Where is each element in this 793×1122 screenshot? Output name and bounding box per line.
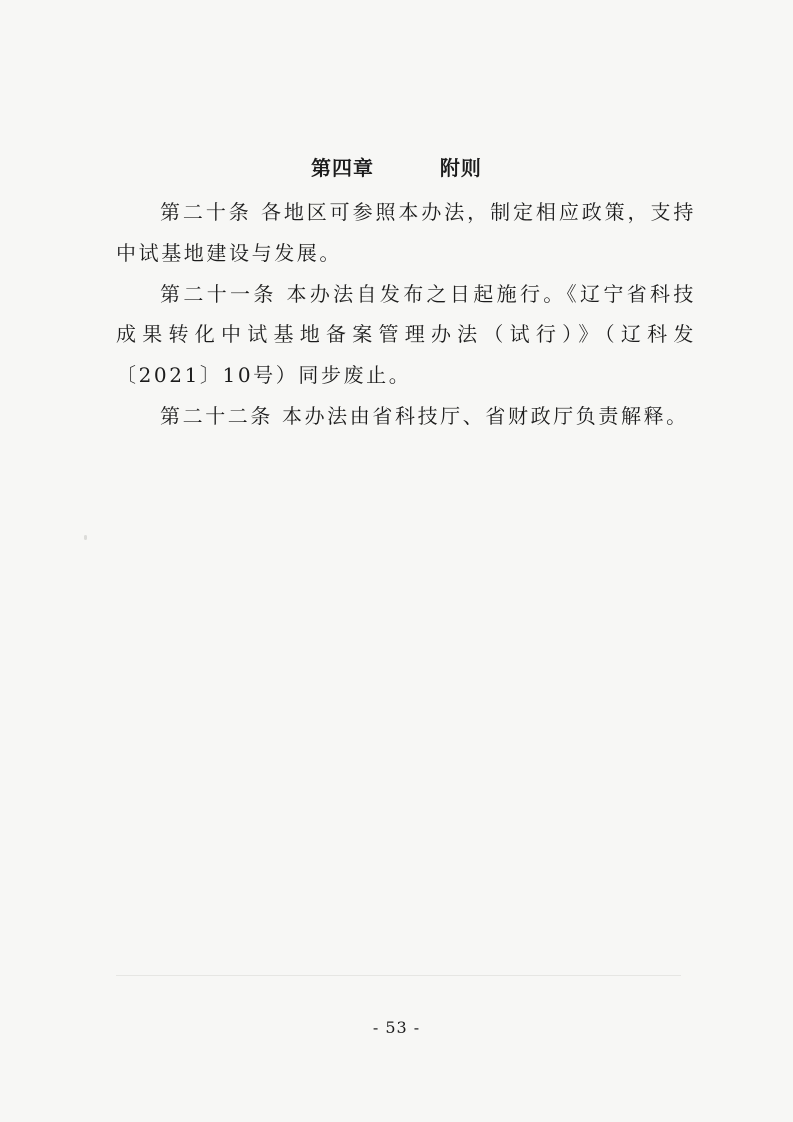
document-body <box>116 192 696 437</box>
article-number: 第二十二条 <box>160 403 273 428</box>
article-text: 本办法自发布之日起施行。《辽宁省科技成果转化中试基地备案管理办法（试行）》（辽科发〔2021〕10号）同步废止。 <box>116 281 696 388</box>
article-paragraph <box>116 192 696 274</box>
chapter-title: 第四章 附则 <box>311 156 482 180</box>
article-paragraph <box>116 274 696 396</box>
article-number: 第二十一条 <box>160 281 277 306</box>
page-number: - 53 - <box>372 1018 421 1037</box>
article-text: 本办法由省科技厅、省财政厅负责解释。 <box>281 403 689 428</box>
scan-speck <box>84 535 87 540</box>
article-number: 第二十条 <box>160 200 252 224</box>
bleed-through-rule <box>116 975 681 976</box>
article-paragraph <box>116 396 696 437</box>
article-text: 各地区可参照本办法，制定相应政策，支持中试基地建设与发展。 <box>116 200 696 265</box>
